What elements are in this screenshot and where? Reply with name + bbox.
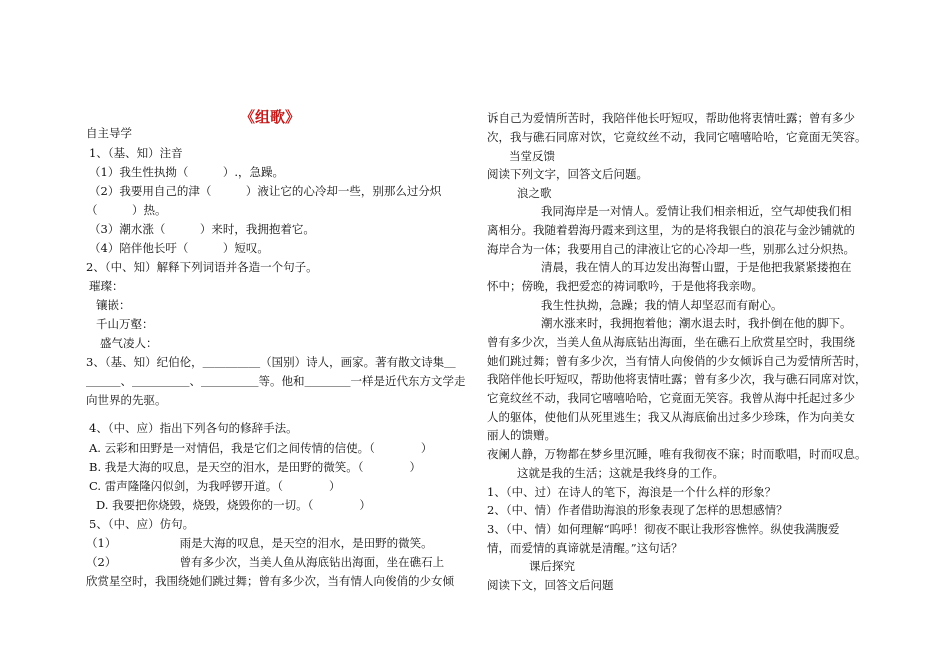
question-1-item-3: （3）潮水涨（ ）来时，我拥抱着它。 [89,222,315,236]
after-class-instruction: 阅读下文，回答文后问题 [487,578,614,592]
poem-line-5: 怀中；傍晚，我把爱恋的祷词歌吟，于是他将我亲吻。 [487,279,763,293]
question-5-item-2-cont: 欣赏星空时，我围绕她们跳过舞；曾有多少次，当有情人向俊俏的少女倾 [86,574,454,588]
poem-line-4: 清晨，我在情人的耳边发出海誓山盟，于是他把我紧紧搂抱在 [541,260,852,274]
poem-line-10: 我陪伴他长吁短叹，帮助他将衷情吐露；曾有多少次，我与礁石同席对饮， [487,372,867,386]
continued-text-line-2: 次，我与礁石同席对饮，它竟纹丝不动，我同它嘻嘻哈哈，它竟面无笑容。 [487,130,867,144]
question-4-heading: 4、（中、应）指出下列各句的修辞手法。 [89,421,298,435]
poem-line-14: 夜阑人静，万物都在梦乡里沉睡，唯有我彻夜不寐；时而歌唱，时而叹息。 [487,447,867,461]
question-1-heading: 1、（基、知）注音 [89,146,183,160]
question-1-item-2: （2）我要用自己的津（ ）液让它的心冷却一些，别那么过分炽 [89,184,442,198]
poem-line-12: 人的躯体，使他们从死里逃生；我又从海底偷出过多少珍珠，作为向美女 [487,410,855,424]
question-1-item-4: （4）陪伴他长吁（ ）短叹。 [89,241,269,255]
question-5-item-1: （1） 雨是大海的叹息，是天空的泪水，是田野的微笑。 [86,536,433,550]
continued-text-line-1: 诉自己为爱情所苦时，我陪伴他长吁短叹，帮助他将衷情吐露；曾有多少 [487,111,855,125]
question-4-option-d: D. 我要把你烧毁，烧毁，烧毁你的一切。（ ） [96,498,371,512]
term-shengqilingren: 盛气凌人： [100,336,158,350]
question-5-item-2: （2） 曾有多少次，当美人鱼从海底钻出海面，坐在礁石上 [86,555,445,569]
poem-title: 浪之歌 [517,186,552,200]
question-1-item-2-cont: （ ）热。 [86,203,167,217]
poem-line-7: 潮水涨来时，我拥抱着他；潮水退去时，我扑倒在他的脚下。 [541,316,852,330]
feedback-question-3: 3、（中、情）如何理解“呜呼！彻夜不眠让我形容憔悴。纵使我满腹爱 [487,522,840,536]
poem-line-2: 离相分。我随着碧海丹霞来到这里，为的是将我银白的浪花与金沙铺就的 [487,223,855,237]
poem-line-8: 曾有多少次，当美人鱼从海底钻出海面，坐在礁石上欣赏星空时，我围绕 [487,335,855,349]
section-heading-feedback: 当堂反馈 [509,149,555,163]
term-qianshanwanhe: 千山万壑： [96,317,154,331]
poem-line-13: 丽人的馈赠。 [487,428,556,442]
question-3-line-3: 向世界的先驱。 [86,393,167,407]
question-4-option-b: B. 我是大海的叹息，是天空的泪水，是田野的微笑。（ ） [89,460,422,474]
feedback-question-3-cont: 情，而爱情的真谛就是清醒。”这句话？ [487,541,683,555]
section-heading-self-study: 自主导学 [86,126,132,140]
feedback-question-1: 1、（中、过）在诗人的笔下，海浪是一个什么样的形象？ [487,485,777,499]
question-2-heading: 2、（中、知）解释下列词语并各造一个句子。 [86,260,318,274]
question-5-heading: 5、（中、应）仿句。 [89,517,195,531]
question-4-option-c: C. 雷声隆隆闪似剑，为我呼锣开道。（ ） [89,479,341,493]
poem-line-6: 我生性执拗，急躁；我的情人却坚忍而有耐心。 [541,298,783,312]
term-cuican: 璀璨： [89,279,124,293]
poem-line-15: 这就是我的生活；这就是我终身的工作。 [517,466,724,480]
question-4-option-a: A. 云彩和田野是一对情侣，我是它们之间传情的信使。（ ） [89,441,433,455]
poem-line-1: 我同海岸是一对情人。爱情让我们相亲相近，空气却使我们相 [541,204,852,218]
term-xiangqian: 镶嵌： [96,298,131,312]
question-3-line-1: 3、（基、知）纪伯伦，＿＿＿＿＿（国别）诗人，画家。著有散文诗集＿ [86,355,456,369]
feedback-question-2: 2、（中、情）作者借助海浪的形象表现了怎样的思想感情？ [487,503,788,517]
page-title: 《组歌》 [240,108,301,126]
reading-instruction: 阅读下列文字，回答文后问题。 [487,167,648,181]
question-1-item-1: （1）我生性执拗（ ）.，急躁。 [89,165,284,179]
poem-line-3: 海岸合为一体；我要用自己的津液让它的心冷却一些，别那么过分炽热。 [487,242,855,256]
poem-line-9: 她们跳过舞；曾有多少次，当有情人向俊俏的少女倾诉自己为爱情所苦时， [487,354,867,368]
section-heading-after-class: 课后探究 [529,559,575,573]
poem-line-11: 它竟纹丝不动，我同它嘻嘻哈哈，它竟面无笑容。我曾从海中托起过多少 [487,391,855,405]
question-3-line-2: ＿＿＿、＿＿＿＿＿、＿＿＿＿＿等。他和＿＿＿＿一样是近代东方文学走 [86,374,466,388]
